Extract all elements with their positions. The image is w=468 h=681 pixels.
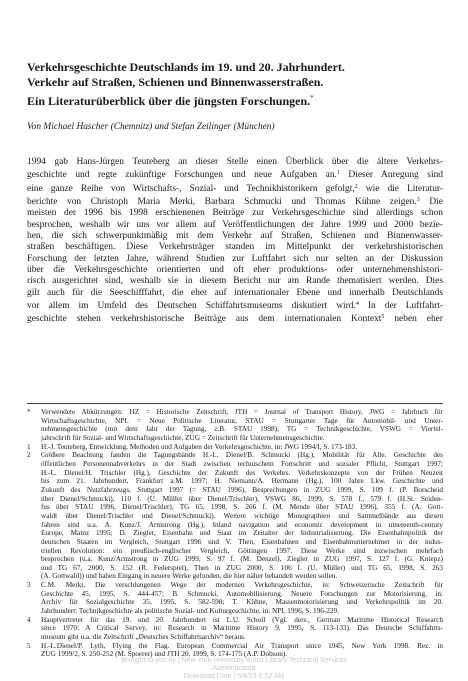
footnote-line: fus über STAU 1996, Dienel/Trischler), TG 65, 1998, S. 266 f. (M. Mende über STAU 1996), 355 f. (A. Gott-: [41, 503, 443, 512]
footnote-mark: 5: [27, 641, 31, 650]
footnote-mark: 2: [27, 451, 31, 460]
footnote-mark: 3: [27, 581, 31, 590]
title-line: [27, 91, 447, 109]
footnote-ref-5[interactable]: 5: [381, 314, 385, 321]
footnote-line: Jahrhundert: Technikgeschichte als politische Sozial- und Kulturgeschichte, in: NPL 1996, S. 196-229.: [41, 607, 339, 616]
footnote-line: Wirtschaftsgeschichte, NPL = Neue Politische Literatur, STAU = Stuttgarter Tage für Automobil- und Unter-: [41, 416, 443, 425]
body-line: 1994 gab Hans-Jürgen Teuteberg an dieser Stelle einen Überblick über die ältere Verkehrs-: [27, 157, 443, 167]
footnote-item: [27, 581, 443, 616]
footnote-ref-1[interactable]: 1: [336, 170, 340, 177]
body-line: besprochen, weshalb wir uns vor allem auf Veröffentlichungen der Jahre 1999 und 2000 bezie-: [27, 219, 443, 230]
footnote-item: [27, 443, 443, 452]
body-text-span: vor allem im Umfeld des Deutschen Schiffahrtsmuseums diskutiert wird.: [27, 301, 356, 312]
footnote-line: jahrschrift für Sozial- und Wirtschaftsgeschichte, ZUG = Zeitschrift für Unternehmensgeschichte.: [41, 433, 325, 442]
footnote-line: Geschichte 45, 1995, S. 444-457; B. Schmucki, Automobilisierung. Neuere Forschungen zur Motorisierung, in:: [41, 589, 443, 598]
body-paragraph: [27, 157, 443, 326]
footnote-line: nehmensgeschichte (mit dem Jahr der Tagung, z.B. STAU 1998), TG = Technikgeschichte, VSWG = Viertel-: [41, 425, 443, 434]
access-watermark-line: Authenticated: [212, 665, 256, 672]
footnote-line: Archiv für Sozialgeschichte 35, 1995, S. 582-598; T. Kühne, Massenmotorisierung und Verkehrspolitik im 20.: [41, 598, 443, 607]
footnote-mark: 4: [27, 615, 31, 624]
footnote-line: triellen Revolution: ein preußisch-englischer Vergleich, Göttingen 1997. Diese Werke sind inzwischen mehrfach: [41, 546, 443, 555]
footnote-line: museum gibt u.a. die Zeitschrift „Deutsches Schiffahrtsarchiv“ heraus.: [41, 633, 246, 642]
body-text-span: berichte von Christoph Maria Merki, Barbara Schmucki und Thomas Kühne zeigen.: [27, 197, 417, 208]
footnote-line: deutschen Staaten im Vergleich, Stuttgart 1996 und V. Then, Eisenbahnen und Eisenbahnunternehmer in der indus-: [41, 537, 443, 546]
body-line: hen, die sich schwerpunktmäßig mit dem Verkehr auf Straßen, Schienen und Binnenwasser-: [27, 231, 443, 242]
body-line: gilt auch für die Seeschifffahrt, die eher auf internationaler Ebene und innerhalb Deutschlands: [27, 287, 443, 298]
footnote-line: und TG 67, 2000, S. 152 (R. Federspiel), Then in ZUG 2000, S. 106 f. (U. Müller) und TG 65, 1998, S. 263: [41, 563, 443, 572]
body-line: straßen beschäftigen. Diese Verkehrsträger standen im Mittelpunkt der verkehrshistorischen: [27, 242, 443, 253]
footnote-line: C.M. Merki, Die verschlungenen Wege der modernen Verkehrsgeschichte, in: Schweizerische Zeitschrift für: [41, 581, 443, 590]
footnote-line: H.-J. Teuteberg, Entwicklung, Methoden und Aufgaben der Verkehrsgeschichte, in: JWG 1994/I, S. 173-183.: [41, 442, 358, 451]
access-watermark-line: Brought to you by | New York University Bobst Library Technical Services: [121, 657, 347, 664]
body-line: [27, 299, 443, 312]
article-authors: Von Michael Hascher (Chemnitz) und Stefan Zeilinger (München): [27, 122, 275, 132]
footnote-line: Hauptvertreter für das 19. und 20. Jahrhundert ist L.U. Scholl (Vgl. ders., German Maritime Historical Research: [41, 615, 443, 624]
body-text-span: neben eher: [394, 314, 444, 325]
body-line: [27, 168, 443, 181]
article-title: [27, 60, 447, 109]
title-line: Verkehrsgeschichte Deutschlands im 19. und 20. Jahrhundert.: [27, 60, 345, 74]
footnote-line: über Dienel/Schmucki), 110 f. (U. Müller über Dienel/Trischler), VSWG 86, 1999, S. 578 f., 579 f. (H.St. Seiden-: [41, 494, 443, 503]
body-text-span: Die: [429, 197, 443, 208]
footnote-line: Jahren sind u.a. A. Kunz/J. Armstrong (Hg.), Inland navigation and economic development in nineteenth-century: [41, 520, 443, 529]
body-line: über die Verkehrsgeschichte orientierten und oft eher produktions- oder unternehmenshistori-: [27, 265, 443, 276]
footnote-line: Zukunft des Nutzfahrzeugs, Stuttgart 1997 (= STAU 1996), Besprechungen in ZUG 1999, S. 109 f. (P. Borscheid: [41, 485, 443, 494]
footnote-line: Europe, Mainz 1995; D. Ziegler, Eisenbahn und Staat im Zeitalter der Industrialisierung. Die Eisenbahnpolitik der: [41, 529, 443, 538]
footnote-line: (A. Gottwald)) und haben Eingang in neuere Werke gefunden, die hier näher behandelt werden sollen.: [41, 572, 338, 581]
body-line: [27, 195, 443, 208]
body-text-span: geschichte stehen verkehrshistorische Beiträge aus dem internationalen Kontext: [27, 314, 382, 325]
footnote-ref-3[interactable]: 3: [416, 197, 420, 204]
access-watermark-line: Download Date | 6/4/15 6:52 AM: [183, 673, 285, 680]
title-footnote-mark[interactable]: *: [310, 93, 314, 102]
title-line: Verkehr auf Straßen, Schienen und Binnenwasserstraßen.: [27, 75, 324, 90]
footnote-ref-4[interactable]: 4: [355, 301, 359, 308]
body-text-span: eine ganze Reihe von Wirtschafts-, Sozial- und Technikhistorikern gefolgt,: [27, 183, 355, 194]
footnote-line: bis zum 21. Jahrhundert, Frankfurt a.M. 1997; H. Niemann/A. Hermann (Hg.), 100 Jahre Lkw. Geschichte und: [41, 477, 443, 486]
body-text-span: wie die Literatur-: [365, 183, 444, 194]
footnote-mark: *: [27, 408, 31, 416]
footnote-item: [27, 451, 443, 581]
body-line: Forschung der letzten Jahre, während Studien zur Luftfahrt sich nur selten an der Diskussion: [27, 253, 443, 264]
footnote-item: [27, 616, 443, 642]
footnote-line: besprochen (u.a. Kunz/Armstrong in ZUG 1999, S. 97 f. (M. Denzel), Ziegler in ZUG 1997, S. 127 f. (G. Kniepz): [41, 555, 443, 564]
footnotes: [27, 408, 443, 659]
footnote-divider: [27, 403, 443, 404]
body-text-span: In der Luftfahrt-: [367, 301, 443, 312]
body-line: meisten der 1996 bis 1998 erschienenen Beiträge zur Verkehrsgeschichte sind allerdings schon: [27, 208, 443, 219]
body-line: [27, 182, 443, 195]
title-line-text: Ein Literaturüberblick über die jüngsten Forschungen.: [27, 93, 311, 108]
footnote-line: H.-L.Dienel/P. Lyth, Flying the Flag. European Commercial Air Transport since 1945, New York 1998. Rez. in: [41, 641, 443, 650]
footnote-line: öffentlichen Personennahverkehrs in der Stadt zwischen technischem Fortschritt und sozialer Pflicht, Stuttgart 1997;: [41, 459, 443, 468]
body-line: [27, 312, 443, 325]
footnote-line: ZUG 1999/2, S. 250-252 (M. Spoerer) und JTH 20, 1999, S. 174-175 (A.P. Dobson).: [41, 650, 288, 659]
footnote-ref-2[interactable]: 2: [354, 183, 358, 190]
footnote-line: waldt über Dienel/Trischler und Dienel/Schmucki). Weitere wichtige Monographien und Sammelbände aus diesen: [41, 511, 443, 520]
body-text-span: Dieser Anregung sind: [348, 170, 444, 181]
body-text-span: geschichte und regte zukünftige Forschungen und neue Aufgaben an.: [27, 170, 337, 181]
footnote-line: H.-L. Dienel/H. Trischler (Hg.), Geschichte der Zukunft des Verkehrs. Verkehrskonzepte von der Frühen Neuzeit: [41, 468, 443, 477]
footnote-line: Größere Beachtung fanden die Tagungsbände H.-L. Dienel/B. Schmucki (Hg.), Mobilität für Alle. Geschichte des: [41, 451, 443, 460]
footnote-line: since 1970: A Critical Survey, in: Research in Maritime History 9, 1995, S. 113-133). Das Deutsche Schiffahrts-: [41, 624, 443, 633]
footnote-line: Verwendete Abkürzungen: HZ = Historische Zeitschrift, JTH = Journal of Transport History, JWG = Jahrbuch für: [41, 408, 443, 416]
body-line: risch ausgerichtet sind, weshalb sie in diesem Bericht nur am Rande thematisiert werden. Dies: [27, 276, 443, 287]
footnote-item: [27, 408, 443, 443]
footnote-mark: 1: [27, 442, 31, 451]
